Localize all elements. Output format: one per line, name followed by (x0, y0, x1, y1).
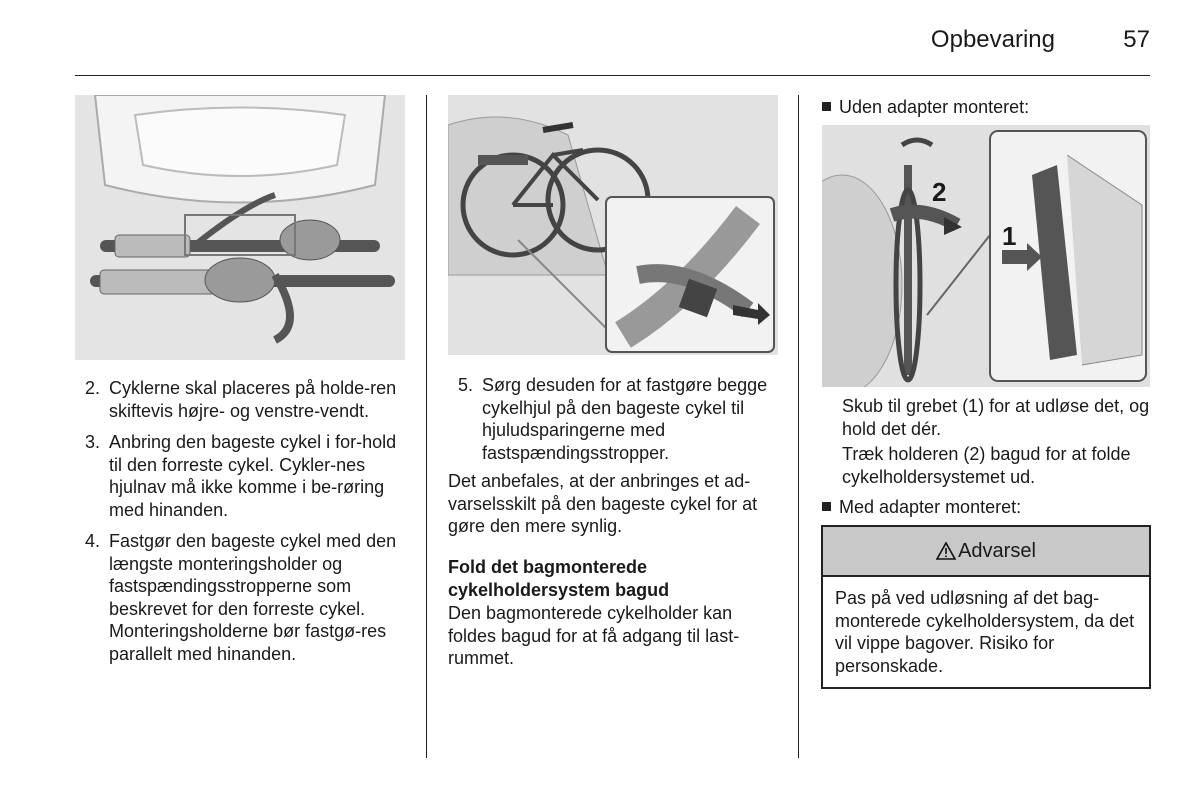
list-item (85, 377, 405, 422)
release-lever-illustration (822, 125, 1150, 387)
step-number: 4. (85, 531, 101, 551)
fold-description: Den bagmonterede cykelholder kan foldes bagud for at få adgang til last-rummet. (448, 603, 740, 668)
step-text: Anbring den bageste cykel i for-hold til den forreste cykel. Cykler-nes hjulnav må ikke komme i be-røring med hinanden. (109, 432, 397, 520)
step-number: 5. (458, 375, 474, 395)
step-text: Cyklerne skal placeres på holde-ren skiftevis højre- og venstre-vendt. (109, 378, 397, 421)
release-lever-instruction: Skub til grebet (1) for at udløse det, og hold det dér. (842, 396, 1150, 439)
warning-header (823, 527, 1149, 577)
release-lever-figure (822, 125, 1150, 387)
strap-step-list (458, 374, 778, 473)
bullet-square-icon (822, 502, 831, 511)
warning-sign-recommendation: Det anbefales, at der anbringes et ad-varselsskilt på den bageste cykel for at gøre den mere synlig. (448, 471, 758, 536)
section-title: Opbevaring (930, 26, 1055, 53)
fold-section-heading: Fold det bagmonterede cykelholdersystem bagud (448, 557, 670, 600)
bullet-with-adapter (822, 496, 1021, 519)
bullet-square-icon (822, 102, 831, 111)
mounting-steps-list (85, 377, 405, 674)
bullet-text: Med adapter monteret: (839, 497, 1022, 517)
list-item (85, 431, 405, 521)
bullet-text: Uden adapter monteret: (839, 97, 1030, 117)
pull-holder-instruction: Træk holderen (2) bagud for at folde cykelholdersystemet ud. (842, 444, 1131, 487)
bullet-without-adapter (822, 96, 1029, 119)
bike-wheel-strap-figure (448, 95, 778, 355)
warning-box (821, 525, 1151, 689)
callout-2: 2 (932, 177, 947, 207)
list-item (85, 530, 405, 665)
step-number: 3. (85, 432, 101, 452)
step-number: 2. (85, 378, 101, 398)
warning-text: Pas på ved udløsning af det bag-monterede cykelholdersystem, da det vil vippe bagover. Risiko for personskade. (835, 588, 1135, 676)
page-number: 57 (1123, 26, 1150, 53)
warning-title: Advarsel (958, 539, 1036, 562)
bike-carrier-top-view-figure (75, 95, 405, 360)
column-divider-2 (798, 95, 799, 758)
step-text: Sørg desuden for at fastgøre begge cykelhjul på den bageste cykel til hjuludsparingerne med fastspændingsstropper. (482, 375, 768, 463)
column-divider-1 (426, 95, 427, 758)
bike-wheel-strap-illustration (448, 95, 778, 355)
step-text: Fastgør den bageste cykel med den længste monteringsholder og fastspændingsstropperne som beskrevet for den forreste cykel. Monteringsholderne bør fastgø-res parallelt med hinanden. (109, 531, 397, 664)
callout-1: 1 (1002, 221, 1017, 251)
bike-carrier-top-view-illustration (75, 95, 405, 360)
header-rule (75, 75, 1150, 76)
list-item (458, 374, 778, 464)
warning-triangle-icon (936, 542, 956, 560)
